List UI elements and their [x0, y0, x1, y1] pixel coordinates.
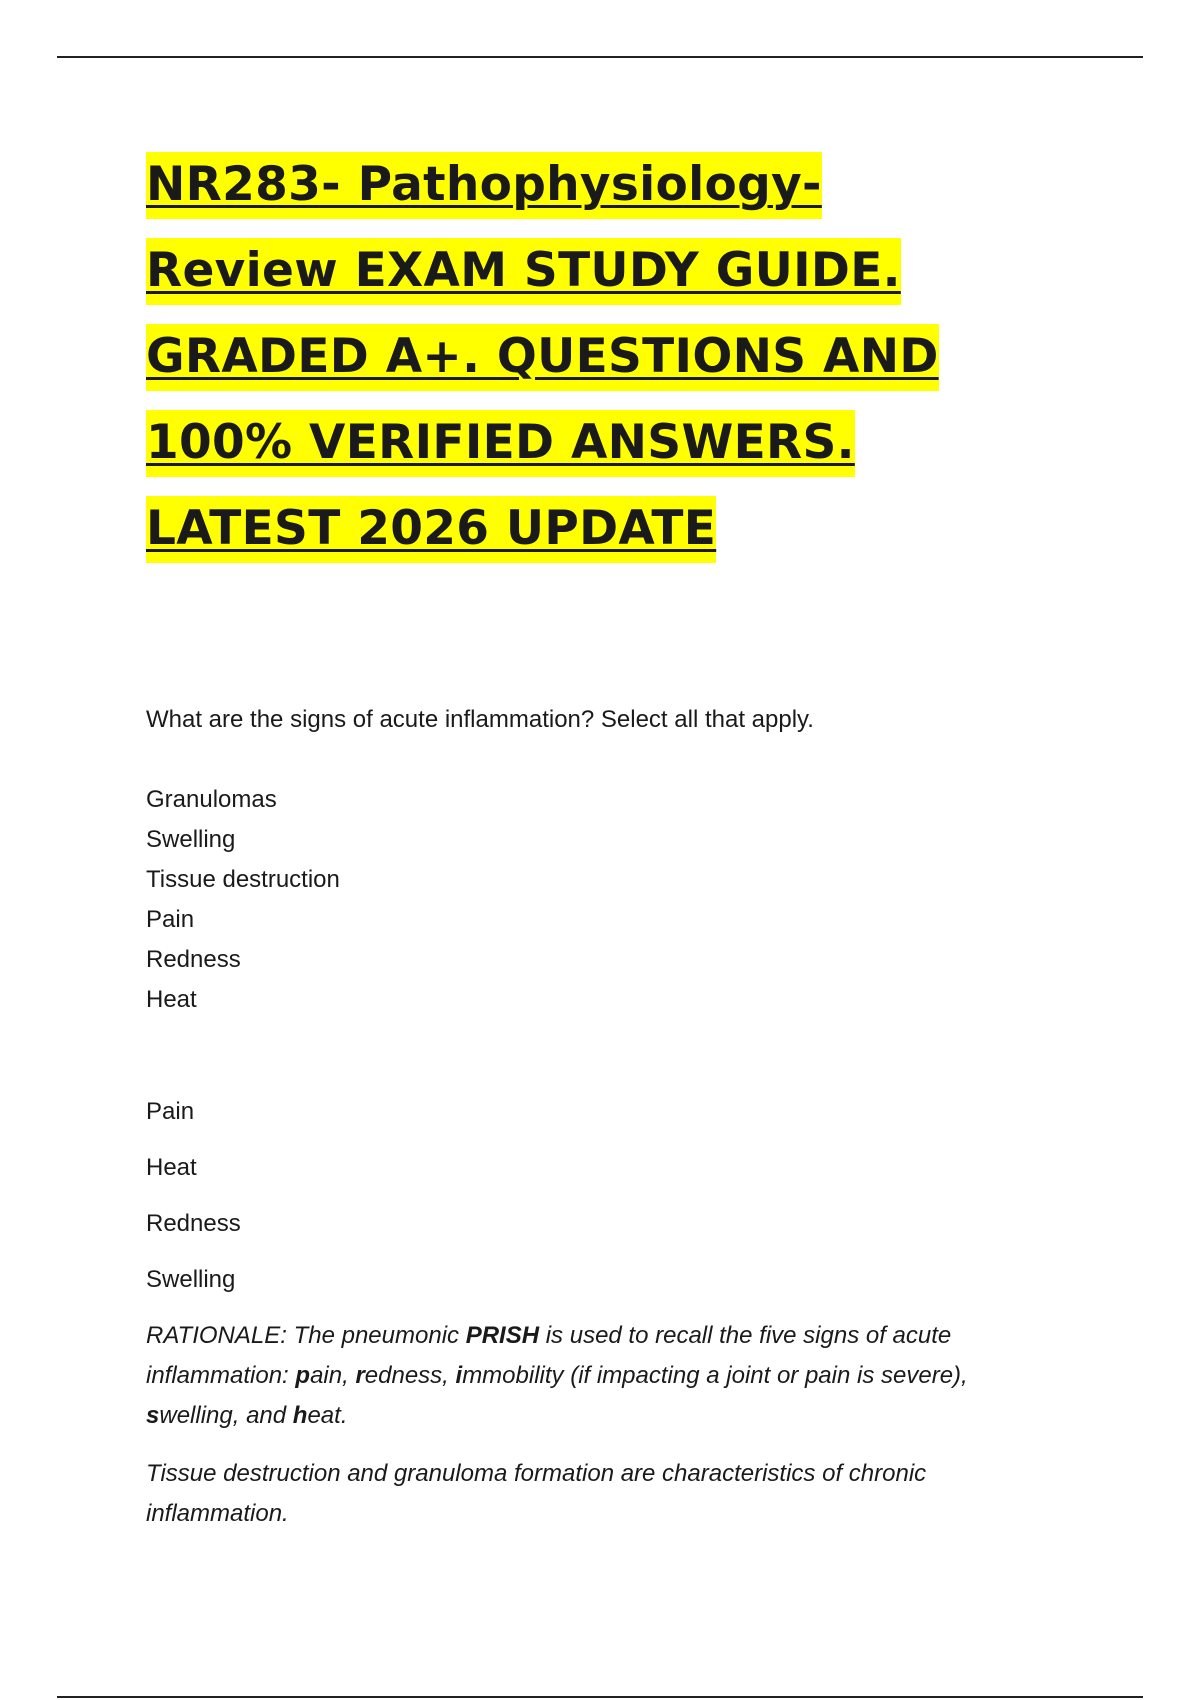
answer-option: Redness [146, 946, 241, 973]
document-title [146, 142, 1046, 572]
rationale-note: Tissue destruction and granuloma formation are characteristics of chronic inflammation. [146, 1460, 927, 1527]
correct-answers-list [146, 1092, 241, 1316]
correct-answer: Pain [146, 1098, 195, 1125]
title-line: LATEST 2026 UPDATE [146, 486, 1046, 572]
correct-answer: Swelling [146, 1266, 236, 1293]
title-line: 100% VERIFIED ANSWERS. [146, 400, 1046, 486]
bottom-rule [57, 1696, 1143, 1698]
answer-option: Tissue destruction [146, 866, 340, 893]
rationale-paragraph: RATIONALE: The pneumonic PRISH is used to recall the five signs of acute inflammation: pain, redness, immobility (if impacting a joint or pain is severe), swelling, and heat. [146, 1322, 968, 1429]
correct-answer: Redness [146, 1210, 241, 1237]
acronym: PRISH [465, 1322, 540, 1349]
title-line: NR283- Pathophysiology- [146, 142, 1046, 228]
answer-options-list [146, 780, 340, 1020]
answer-option: Heat [146, 986, 197, 1013]
answer-option: Pain [146, 906, 195, 933]
answer-option: Granulomas [146, 786, 277, 813]
title-line: Review EXAM STUDY GUIDE. [146, 228, 1046, 314]
title-line: GRADED A+. QUESTIONS AND [146, 314, 1046, 400]
answer-option: Swelling [146, 826, 236, 853]
top-rule [57, 56, 1143, 58]
correct-answer: Heat [146, 1154, 197, 1181]
question-prompt: What are the signs of acute inflammation? Select all that apply. [146, 706, 814, 733]
